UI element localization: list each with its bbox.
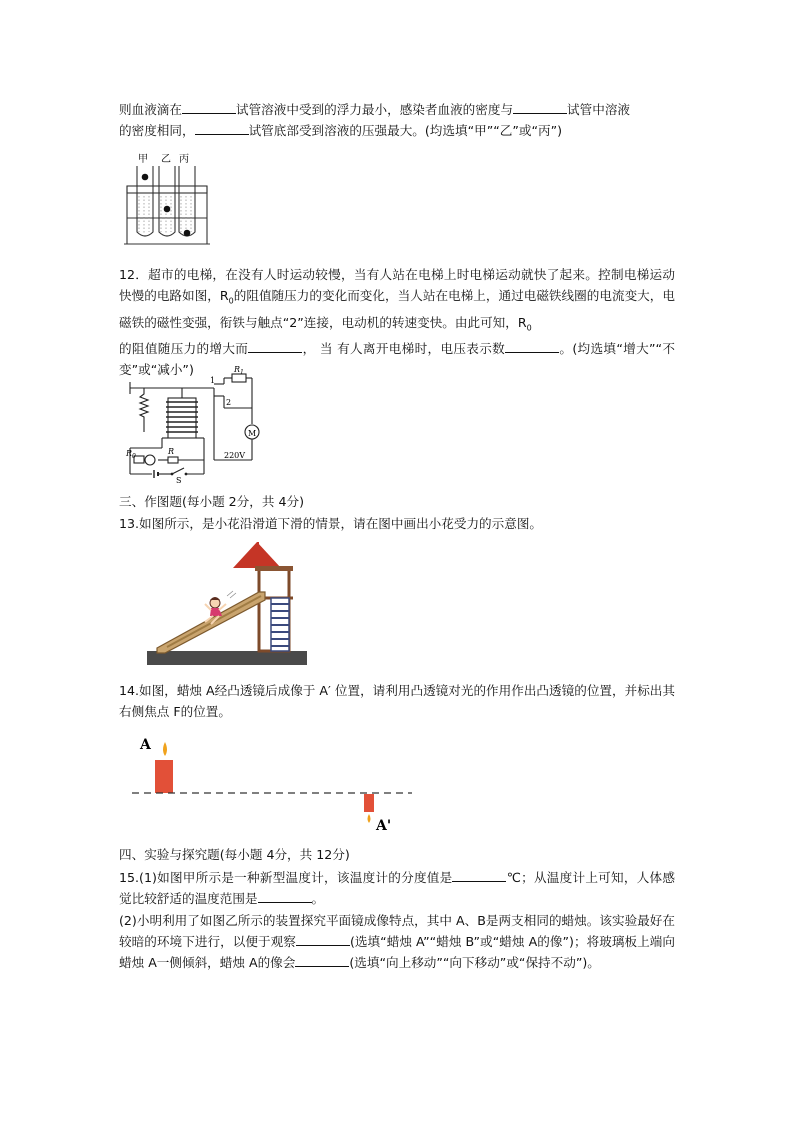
tube-label-yi: 乙 (161, 154, 171, 165)
answer-blank[interactable] (195, 120, 249, 135)
candle-a (155, 760, 173, 793)
svg-text:2: 2 (226, 398, 232, 407)
q13-text: 13.如图所示，是小花沿滑道下滑的情景，请在图中画出小花受力的示意图。 (119, 516, 543, 531)
label-image-a-prime: A' (376, 818, 392, 834)
answer-blank[interactable] (296, 931, 350, 946)
switch-s (172, 468, 184, 474)
answer-blank[interactable] (452, 867, 506, 882)
motion-lines (227, 591, 236, 598)
label-candle-a: A (140, 737, 151, 753)
svg-text:R1: $R_1$ (234, 365, 244, 376)
q12-text: 12．超市的电梯，在没有人时运动较慢，当有人站在电梯上时电梯运动就快了起来。控制电梯运动快慢的电路如图，$R_0$的阻值随压力的变化而变化，当人站在电梯上，通过电磁铁线圈的电流变大，电磁铁的磁性变强，衔铁与触点“2”连接，电动机的转速变快。由此可知，$R_0$ 的阻值随压力的增大而 ， 当 有人离开电梯时，电压表示数 。(均选填“增大”“不变”或“减小”) (119, 267, 675, 378)
elevator-circuit-figure (124, 365, 264, 485)
answer-blank[interactable] (248, 338, 302, 353)
svg-text:R0: $R_0$ (126, 449, 136, 460)
q14-text: 14.如图，蜡烛 A经凸透镜后成像于 A′ 位置，请利用凸透镜对光的作用作出凸透镜的位置，并标出其右侧焦点 F的位置。 (119, 683, 675, 719)
tube-bing (179, 166, 195, 236)
tube-label-bing: 丙 (179, 154, 189, 165)
tube-label-jia: 甲 (138, 154, 148, 165)
candle-image-a-prime (364, 794, 374, 812)
candle-flame (163, 742, 167, 756)
svg-text:R: R (168, 447, 175, 456)
ground (147, 651, 307, 665)
section-heading-experiment: 四、实验与探究题(每小题 4分，共 12分) (119, 847, 350, 862)
resistor-r (168, 457, 178, 463)
answer-blank[interactable] (258, 888, 312, 903)
test-tube-rack-figure (124, 150, 210, 246)
svg-text:220V: 220V (224, 451, 246, 460)
q15-part2: (2)小明利用了如图乙所示的装置探究平面镜成像特点，其中 A、B是两支相同的蜡烛。该实验最好在较暗的环境下进行，以便于观察 (选填“蜡烛 A”“蜡烛 B”或“蜡烛 A的像”)；将玻璃板上端向蜡烛 A一侧倾斜，蜡烛 A的像会 (选填“向上移动”“向下移动”或“保持不动”)。 (119, 913, 676, 970)
q15-part1: 15.(1)如图甲所示是一种新型温度计，该温度计的分度值是 ℃；从温度计上可知，人体感觉比较舒适的温度范围是 。 (119, 867, 675, 909)
blood-drop-yi (164, 206, 171, 213)
q11-text: 则血液滴在 试管溶液中受到的浮力最小，感染者血液的密度与 试管中溶液 的密度相同， 试管底部受到溶液的压强最大。(均选填“甲”“乙”或“丙”) (119, 99, 675, 141)
playground-slide-figure (147, 540, 307, 666)
svg-text:1: 1 (210, 376, 216, 385)
spring (140, 388, 148, 432)
tube-yi (159, 166, 175, 236)
answer-blank[interactable] (295, 952, 349, 967)
voltmeter (145, 455, 155, 465)
section-heading-drawing: 三、作图题(每小题 2分，共 4分) (119, 494, 304, 509)
answer-blank[interactable] (182, 99, 236, 114)
convex-lens-candle-figure (132, 734, 412, 836)
blood-drop-jia (142, 174, 149, 181)
svg-text:M: M (248, 429, 257, 438)
answer-blank[interactable] (513, 99, 567, 114)
svg-text:S: S (176, 476, 182, 485)
blood-drop-bing (184, 230, 191, 237)
answer-blank[interactable] (505, 338, 559, 353)
resistor-r1 (232, 374, 246, 382)
